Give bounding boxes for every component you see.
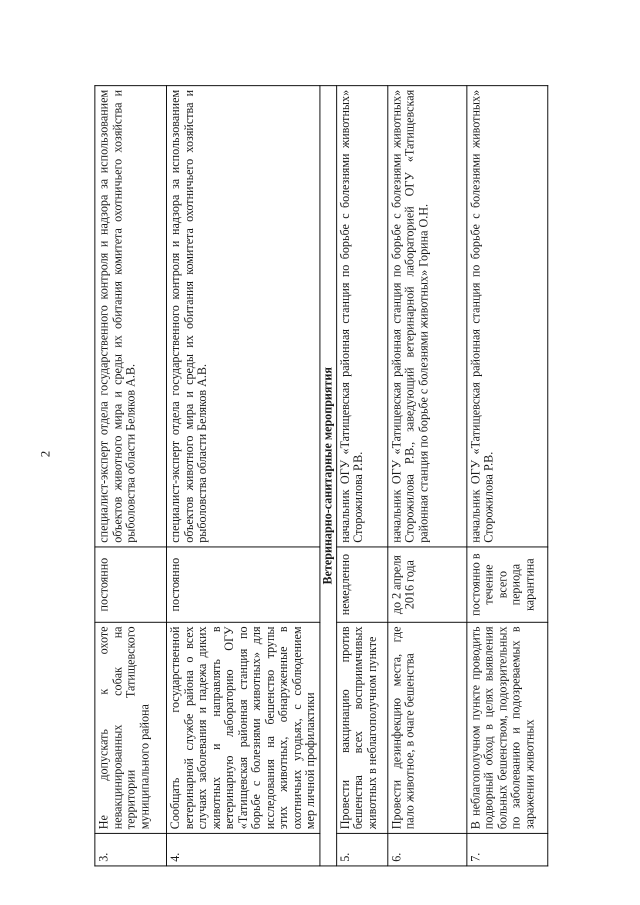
section-header-row [320, 86, 336, 866]
row-number: 4. [166, 833, 319, 866]
row-number: 6. [387, 833, 466, 866]
event-text: Не допускать к охоте невакцинированных собак на территории Татищевского муниципального района [95, 622, 167, 833]
responsible-text: специалист-эксперт отдела государственного контроля и надзора за использованием объектов животного мира и среды их обитания комитета охотничьего хозяйства и рыболовства области Беляков А.В. [166, 86, 319, 547]
responsible-text: начальник ОГУ «Татищевская районная станция по борьбе с болезнями животных» Сторожилова Р.В. [336, 86, 387, 547]
row-number: 7. [466, 833, 547, 866]
period-text: до 2 апреля 2016 года [387, 547, 466, 622]
table-row [466, 86, 547, 866]
event-text: В неблагополучном пункте проводить подворный обход в целях выявления больных бешенством, подозрительных по заболеванию и подозреваемых в заражении животных [466, 622, 547, 833]
table-row [336, 86, 387, 866]
period-text: постоянно [95, 547, 167, 622]
measures-table [94, 85, 547, 866]
responsible-text: начальник ОГУ «Татищевская районная станция по борьбе с болезнями животных» Сторожилова Р.В. [466, 86, 547, 547]
period-text: постоянно в течение всего периода карантина [466, 547, 547, 622]
page-number: 2 [37, 450, 53, 458]
event-text: Сообщать государственной ветеринарной службе района о всех случаях заболевания и падежа диких животных и направлять в ветеринарную лабораторию ОГУ «Татищевская районная станция по борьбе с болезнями животных» для исследования на бешенство трупы этих животных, обнаруженные в охотничьих угодьях, с соблюдением мер личной профилактики [166, 622, 319, 833]
period-text: немедленно [336, 547, 387, 622]
responsible-text: начальник ОГУ «Татищевская районная станция по борьбе с болезнями животных» Сторожилова Р.В., заведующий ветеринарной лабораторией ОГУ «Татищевская районная станция по борьбе с болезнями животных» Горина О.Н. [387, 86, 466, 547]
table-row [166, 86, 319, 866]
row-number: 3. [95, 833, 167, 866]
event-text: Провести дезинфекцию места, где пало животное, в очаге бешенства [387, 622, 466, 833]
event-text: Провести вакцинацию против бешенства всех восприимчивых животных в неблагополучном пункте [336, 622, 387, 833]
responsible-text: специалист-эксперт отдела государственного контроля и надзора за использованием объектов животного мира и среды их обитания комитета охотничьего хозяйства и рыболовства области Беляков А.В. [95, 86, 167, 547]
table-row [387, 86, 466, 866]
period-text: постоянно [166, 547, 319, 622]
row-number: 5. [336, 833, 387, 866]
rotated-page [20, 43, 578, 885]
section-title: Ветеринарно-санитарные мероприятия [320, 86, 336, 866]
table-row [95, 86, 167, 866]
